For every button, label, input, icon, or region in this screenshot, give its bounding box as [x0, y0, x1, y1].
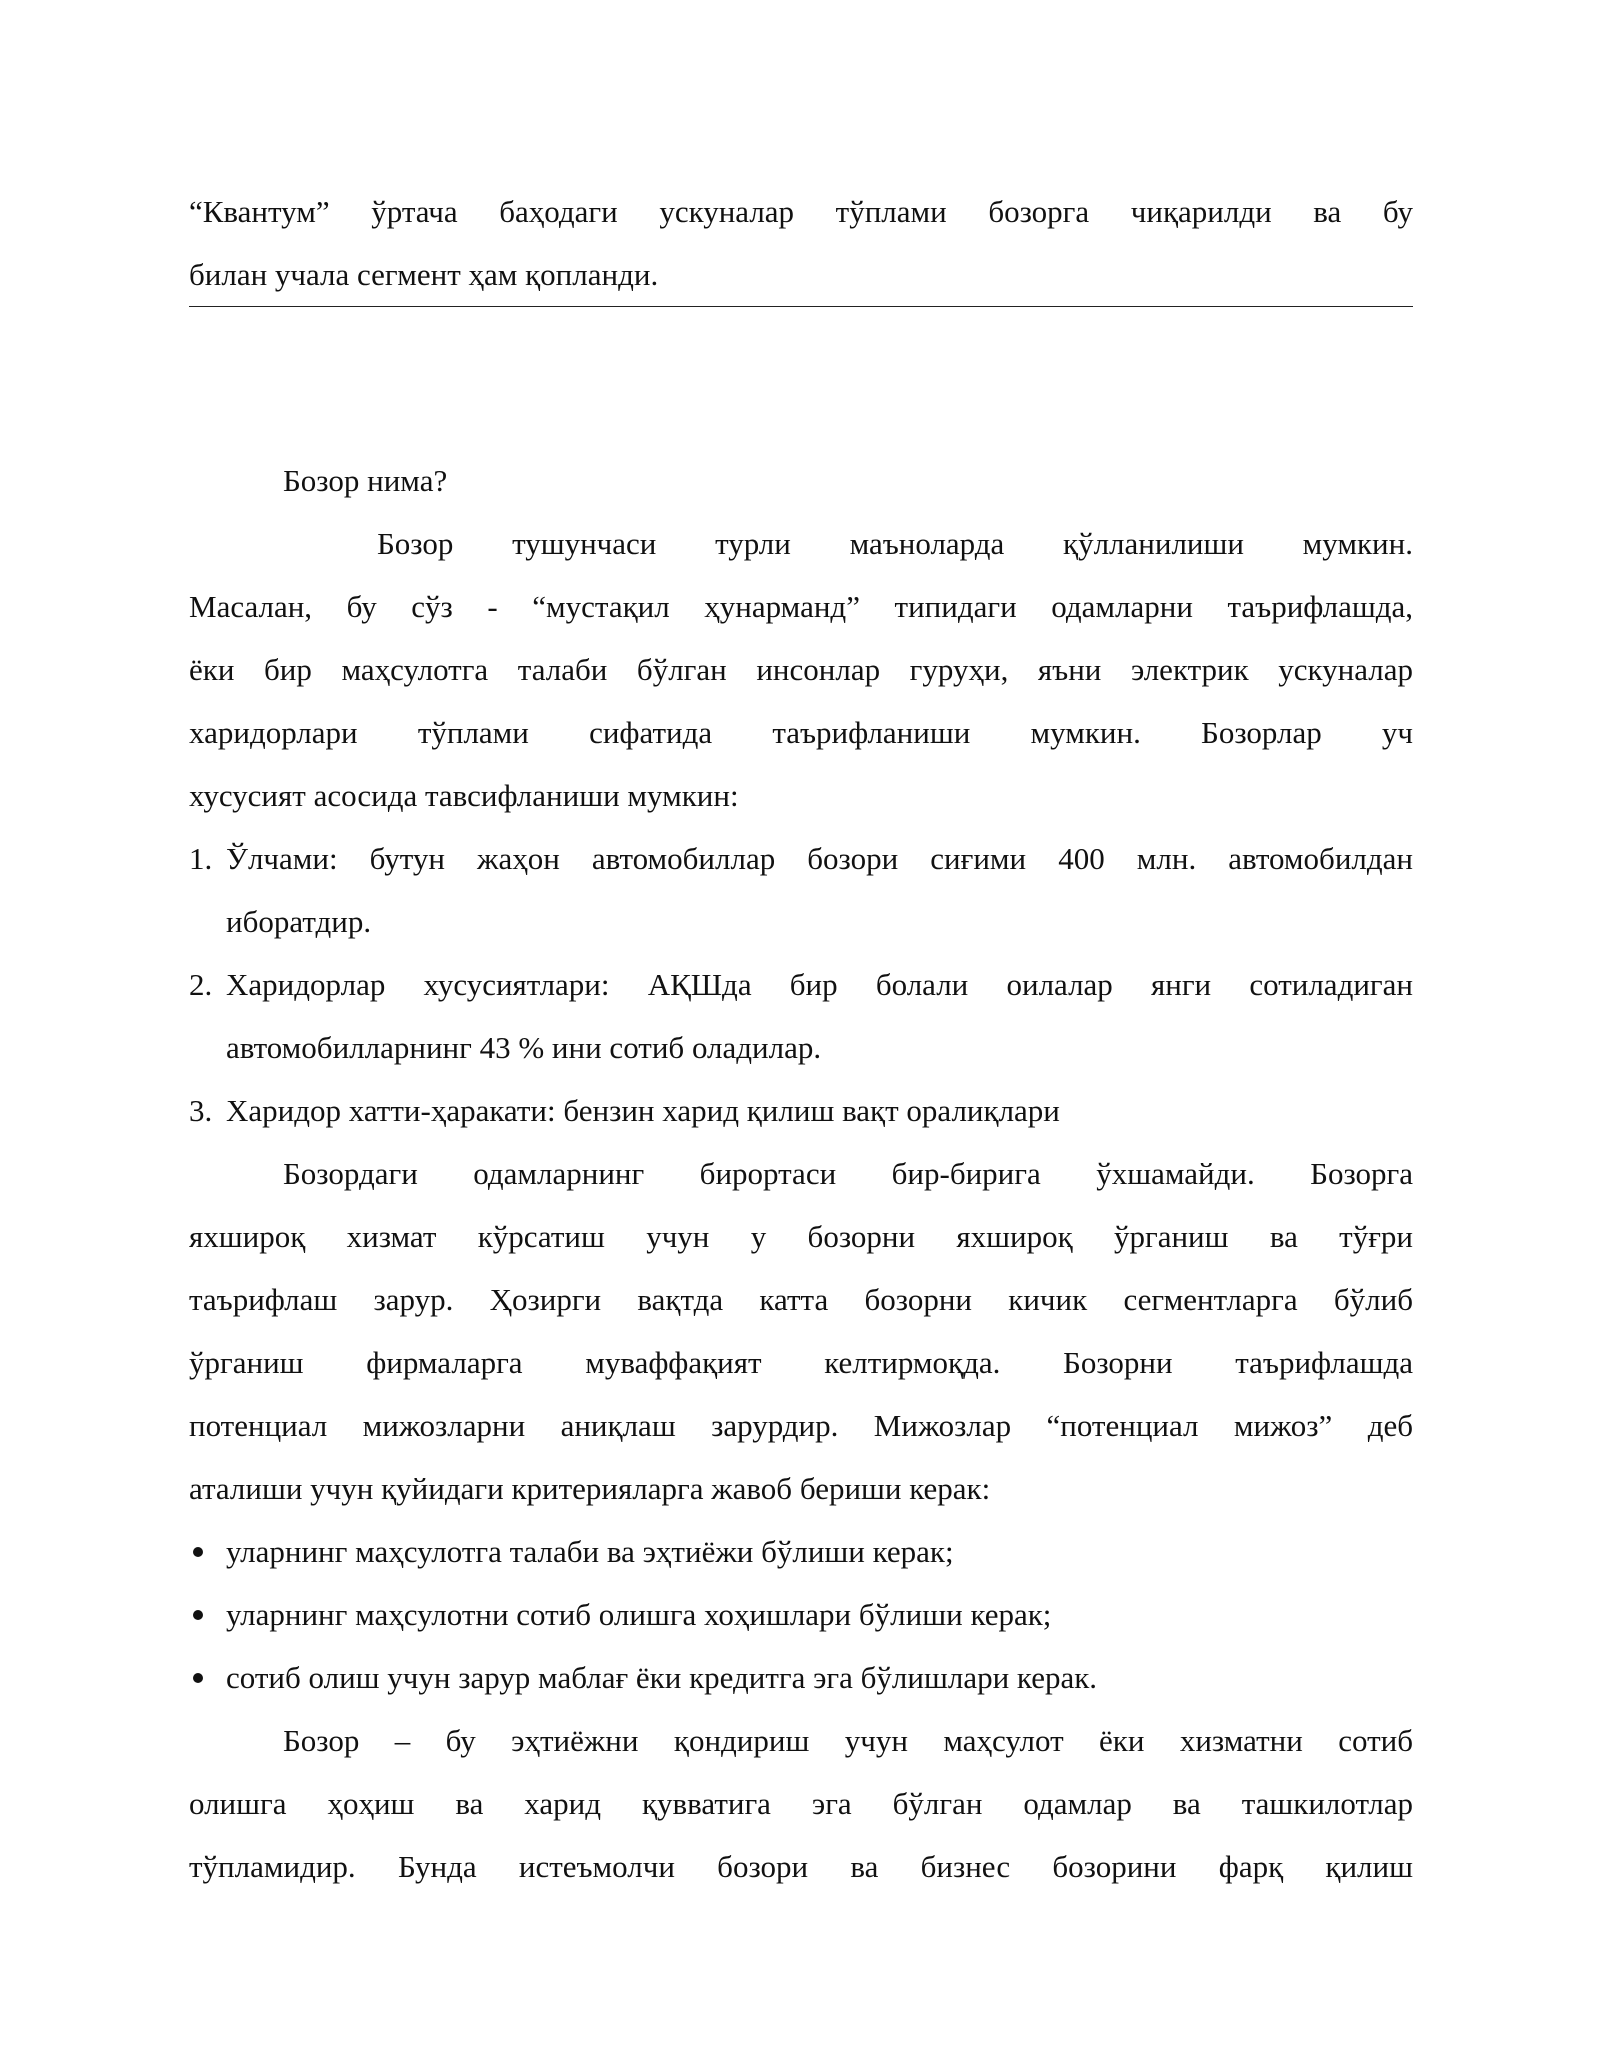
list-item-continuation: автомобилларнинг 43 % ини сотиб оладилар. — [226, 1030, 822, 1065]
bullet-item-text: уларнинг маҳсулотни сотиб олишга хоҳишлари бўлиши керак; — [226, 1597, 1052, 1632]
bullet-item — [189, 1520, 1413, 1583]
section-heading: Бозор нима? — [283, 463, 448, 498]
paragraph-line: аталиши учун қуйидаги критерияларга жавоб бериши керак: — [189, 1471, 991, 1506]
list-item-continuation: иборатдир. — [226, 904, 372, 939]
list-item-text: Харидорлар хусусиятлари: АҚШда бир болали оилалар янги сотиладиган — [226, 967, 1413, 1002]
paragraph-line: хусусият асосида тавсифланиши мумкин: — [189, 778, 739, 813]
list-number: 3. — [189, 1093, 213, 1128]
bullet-list — [189, 1520, 1413, 1709]
paragraph-line: Бозор – бу эҳтиёжни қондириш учун маҳсулот ёки хизматни сотиб — [283, 1723, 1413, 1758]
document-page — [189, 180, 1413, 1898]
list-number: 1. — [189, 841, 213, 876]
paragraph-line: харидорлари тўплами сифатида таърифланиши мумкин. Бозорлар уч — [189, 715, 1413, 750]
intro-paragraph — [189, 512, 1413, 827]
list-item — [189, 827, 1413, 890]
top-paragraph — [189, 180, 1413, 306]
bullet-item-text: сотиб олиш учун зарур маблағ ёки кредитга эга бўлишлари керак. — [226, 1660, 1098, 1695]
paragraph-line: олишга ҳоҳиш ва харид қувватига эга бўлган одамлар ва ташкилотлар — [189, 1786, 1413, 1821]
bullet-icon — [193, 1610, 203, 1620]
paragraph-line: тўпламидир. Бунда истеъмолчи бозори ва бизнес бозорини фарқ қилиш — [189, 1849, 1413, 1884]
list-item-text: Ўлчами: бутун жаҳон автомобиллар бозори сиғими 400 млн. автомобилдан — [226, 841, 1413, 876]
middle-paragraph — [189, 1142, 1413, 1520]
paragraph-line: потенциал мижозларни аниқлаш зарурдир. Мижозлар “потенциал мижоз” деб — [189, 1408, 1413, 1443]
list-number: 2. — [189, 967, 213, 1002]
paragraph-line: Бозордаги одамларнинг бирортаси бир-бирига ўхшамайди. Бозорга — [283, 1156, 1413, 1191]
bullet-item — [189, 1646, 1413, 1709]
vertical-spacer — [189, 307, 1413, 449]
paragraph-line: Бозор тушунчаси турли маъноларда қўлланилиши мумкин. — [377, 526, 1413, 561]
final-paragraph — [189, 1709, 1413, 1898]
bullet-item — [189, 1583, 1413, 1646]
list-item — [189, 1079, 1413, 1142]
paragraph-line: яхшироқ хизмат кўрсатиш учун у бозорни яхшироқ ўрганиш ва тўғри — [189, 1219, 1413, 1254]
paragraph-line: ўрганиш фирмаларга муваффақият келтирмоқда. Бозорни таърифлашда — [189, 1345, 1413, 1380]
paragraph-line: ёки бир маҳсулотга талаби бўлган инсонлар гуруҳи, яъни электрик ускуналар — [189, 652, 1413, 687]
paragraph-line: “Квантум” ўртача баҳодаги ускуналар тўплами бозорга чиқарилди ва бу — [189, 194, 1413, 229]
numbered-list — [189, 827, 1413, 1142]
bullet-item-text: уларнинг маҳсулотга талаби ва эҳтиёжи бўлиши керак; — [226, 1534, 954, 1569]
list-item-text: Харидор хатти-ҳаракати: бензин харид қилиш вақт оралиқлари — [226, 1093, 1060, 1128]
bullet-icon — [193, 1673, 203, 1683]
paragraph-line: Масалан, бу сўз - “мустақил ҳунарманд” типидаги одамларни таърифлашда, — [189, 589, 1413, 624]
bullet-icon — [193, 1547, 203, 1557]
paragraph-line: таърифлаш зарур. Ҳозирги вақтда катта бозорни кичик сегментларга бўлиб — [189, 1282, 1413, 1317]
paragraph-line: билан учала сегмент ҳам қопланди. — [189, 257, 659, 292]
list-item — [189, 953, 1413, 1016]
